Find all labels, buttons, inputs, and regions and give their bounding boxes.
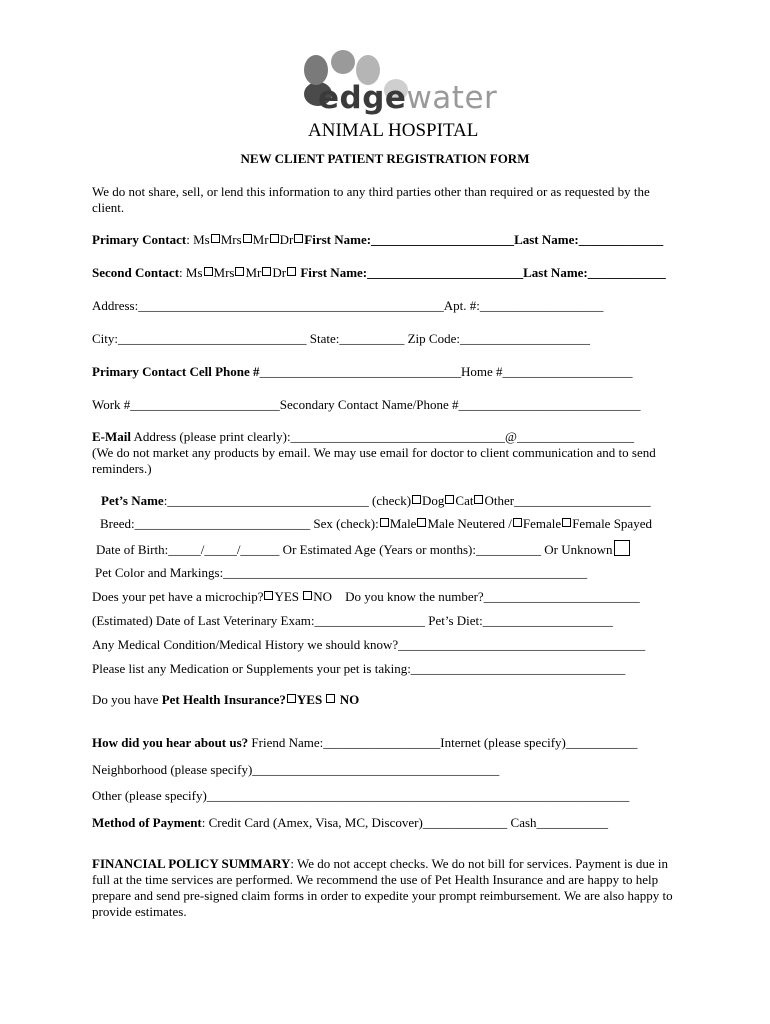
checkbox-dog[interactable] [412, 495, 421, 504]
pet-name-label: Pet’s Name [101, 493, 164, 508]
second-contact-label: Second Contact [92, 265, 180, 280]
checkbox-mrs[interactable] [243, 234, 252, 243]
checkbox-ms[interactable] [211, 234, 220, 243]
title-option-mrs: Mrs [220, 232, 242, 247]
privacy-statement: We do not share, sell, or lend this information to any third parties other than required or as requested by the client. [92, 184, 650, 215]
logo-wordmark [318, 80, 497, 116]
cell-phone-row [92, 364, 633, 380]
cell-phone-label: Primary Contact Cell Phone # [92, 364, 260, 379]
checkbox-mr[interactable] [270, 234, 279, 243]
checkbox-dr[interactable] [287, 267, 296, 276]
medical-history-field[interactable]: Any Medical Condition/Medical History we should know?______________________________________ [92, 637, 646, 652]
pet-name-field[interactable]: :_______________________________ (check) [163, 493, 412, 508]
microchip-number-field[interactable]: Do you know the number?________________________ [345, 589, 640, 604]
checkbox-female-spayed[interactable] [562, 518, 571, 527]
checkbox-mr[interactable] [262, 267, 271, 276]
work-phone-field[interactable]: Work #_______________________Secondary Contact Name/Phone #____________________________ [92, 397, 641, 412]
female-label: Female [522, 516, 562, 531]
financial-policy [92, 856, 684, 920]
city-state-zip-field[interactable]: City:_____________________________ State:__________ Zip Code:____________________ [92, 331, 590, 346]
insurance-no-label: NO [339, 692, 360, 707]
checkbox-microchip-no[interactable] [303, 591, 312, 600]
title-option-mr: Mr [252, 232, 269, 247]
female-spayed-label: Female Spayed [572, 516, 652, 531]
payment-label: Method of Payment [92, 815, 202, 830]
financial-policy-text: : We do not accept checks. We do not bill for services. Payment is due in full at the time services are performed. We recommend the use of Pet Health Insurance and are happy to help prepare and send pre-signed claim forms in order to expedite your prompt reimbursement. We are also happy to provide estimates. [92, 856, 673, 919]
logo-subtitle: ANIMAL HOSPITAL [308, 120, 479, 141]
primary-contact-row: Primary Contact: Ms Mrs Mr Dr First Name:______________________Last Name:_____________ [92, 232, 664, 247]
last-name-field[interactable]: Last Name:_____________ [514, 232, 664, 247]
form-title: NEW CLIENT PATIENT REGISTRATION FORM [240, 151, 530, 166]
insurance-row [92, 692, 359, 708]
pet-color-field[interactable]: Pet Color and Markings:________________________________________________________ [95, 565, 588, 580]
logo-word-edge: edge [318, 80, 407, 116]
dob-row [96, 540, 630, 558]
email-label: E-Mail [92, 429, 131, 444]
dog-label: Dog [422, 493, 445, 508]
payment-fields[interactable]: : Credit Card (Amex, Visa, MC, Discover)_____________ Cash___________ [201, 815, 609, 830]
address-field[interactable]: Address:_______________________________________________Apt. #:___________________ [92, 298, 604, 313]
checkbox-female[interactable] [513, 518, 522, 527]
email-note: (We do not market any products by email. We may use email for doctor to client communication and to send reminders.) [92, 445, 656, 476]
male-label: Male [389, 516, 417, 531]
other-species-field[interactable]: Other_____________________ [484, 493, 651, 508]
title-option-ms: Ms [185, 265, 203, 280]
dob-field[interactable]: Date of Birth:_____/_____/______ Or Estimated Age (Years or months):__________ Or Unknown [96, 542, 613, 557]
title-option-dr: Dr [272, 265, 287, 280]
checkbox-cat[interactable] [445, 495, 454, 504]
last-name-field[interactable]: Last Name:____________ [523, 265, 666, 280]
email-field[interactable]: Address (please print clearly):_________________________________@__________________ [131, 429, 635, 444]
pet-name-row [101, 493, 651, 509]
logo-word-water: water [406, 80, 498, 116]
last-vet-exam-field[interactable]: (Estimated) Date of Last Veterinary Exam:_________________ Pet’s Diet:____________________ [92, 613, 613, 628]
checkbox-male[interactable] [380, 518, 389, 527]
first-name-field[interactable]: First Name:________________________ [300, 265, 524, 280]
checkbox-mrs[interactable] [235, 267, 244, 276]
edgewater-logo [288, 50, 498, 141]
checkbox-insurance-no[interactable] [326, 694, 335, 703]
checkbox-ms[interactable] [204, 267, 213, 276]
referral-fields[interactable]: Friend Name:__________________Internet (please specify)___________ [248, 735, 638, 750]
checkbox-male-neutered[interactable] [417, 518, 426, 527]
insurance-pre: Do you have [92, 692, 162, 707]
microchip-yes-label: YES [274, 589, 300, 604]
breed-field[interactable]: Breed:___________________________ Sex (check): [100, 516, 379, 531]
email-row [92, 429, 634, 445]
checkbox-insurance-yes[interactable] [287, 694, 296, 703]
financial-policy-label: FINANCIAL POLICY SUMMARY [92, 856, 291, 871]
microchip-no-label: NO [313, 589, 333, 604]
primary-contact-label: Primary Contact [92, 232, 187, 247]
medication-field[interactable]: Please list any Medication or Supplements your pet is taking:_________________________________ [92, 661, 626, 676]
referral-label: How did you hear about us? [92, 735, 249, 750]
neighborhood-field[interactable]: Neighborhood (please specify)______________________________________ [92, 762, 500, 777]
second-contact-row: Second Contact: Ms Mrs Mr Dr First Name:________________________Last Name:____________ [92, 265, 666, 280]
insurance-yes-label: YES [296, 692, 323, 707]
insurance-label: Pet Health Insurance? [161, 692, 286, 707]
microchip-question: Does your pet have a microchip? [92, 589, 264, 604]
first-name-field[interactable]: First Name:______________________ [304, 232, 515, 247]
title-option-dr: Dr [279, 232, 294, 247]
breed-sex-row [100, 516, 652, 532]
cat-label: Cat [455, 493, 474, 508]
other-source-field[interactable]: Other (please specify)_________________________________________________________________ [92, 788, 630, 803]
title-option-mr: Mr [245, 265, 262, 280]
payment-row [92, 815, 608, 831]
phone-fields[interactable]: _______________________________Home #____________________ [259, 364, 633, 379]
checkbox-microchip-yes[interactable] [264, 591, 273, 600]
male-neutered-label: Male Neutered / [427, 516, 512, 531]
referral-row [92, 735, 637, 751]
checkbox-dr[interactable] [294, 234, 303, 243]
checkbox-unknown-age[interactable] [614, 540, 630, 556]
title-option-ms: Ms [193, 232, 210, 247]
checkbox-other[interactable] [474, 495, 483, 504]
title-option-mrs: Mrs [213, 265, 235, 280]
microchip-row [92, 589, 640, 605]
